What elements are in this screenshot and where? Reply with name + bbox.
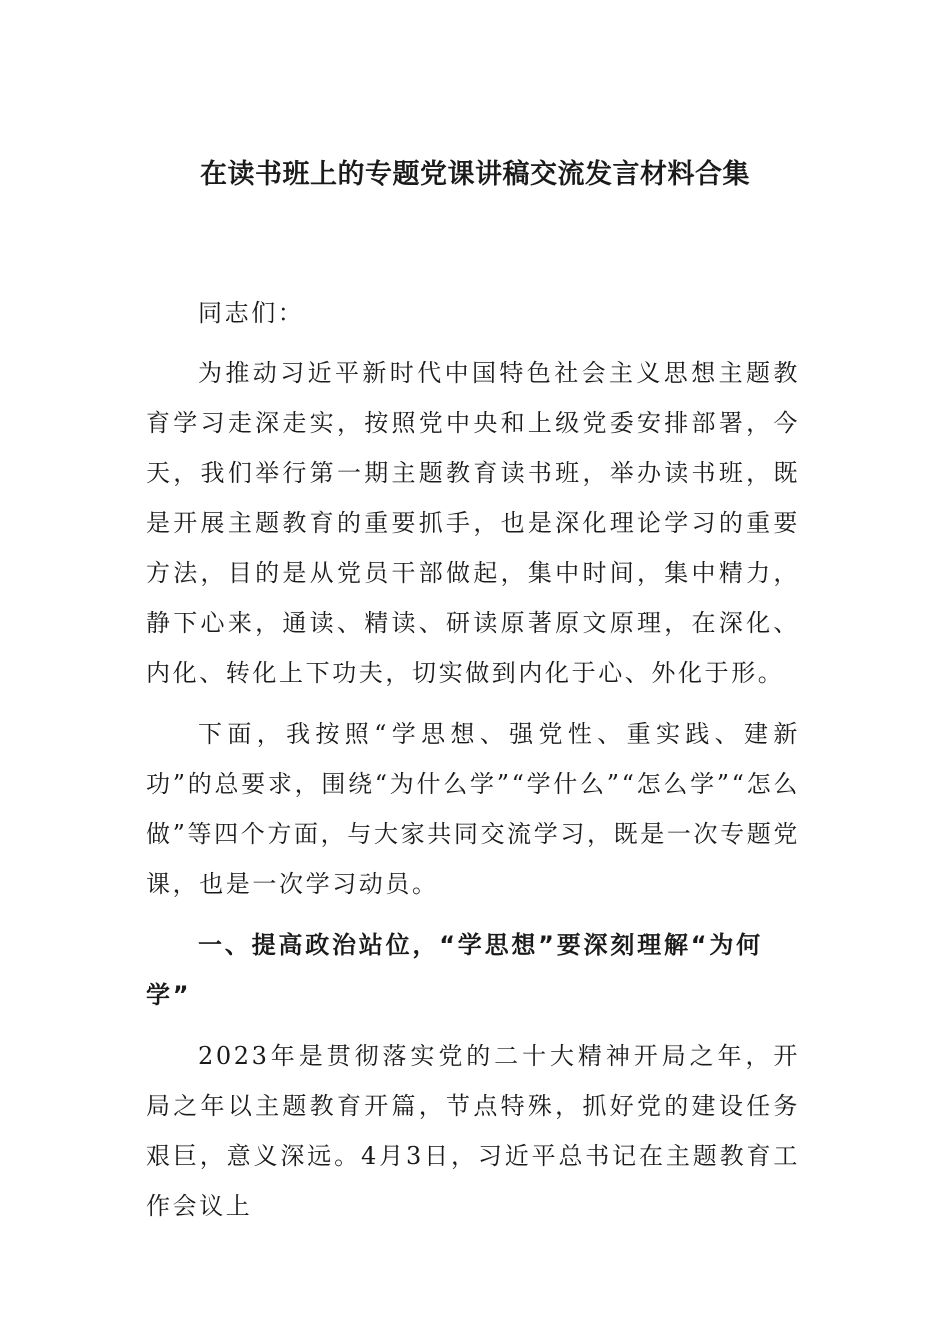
outline-paragraph: 下面，我按照“学思想、强党性、重实践、建新功”的总要求，围绕“为什么学”“学什么”“怎么学”“怎么做”等四个方面，与大家共同交流学习，既是一次专题党课，也是一次学习动员。 [146, 720, 800, 898]
intro-paragraph: 为推动习近平新时代中国特色社会主义思想主题教育学习走深走实，按照党中央和上级党委安排部署，今天，我们举行第一期主题教育读书班，举办读书班，既是开展主题教育的重要抓手，也是深化理论学习的重要方法，目的是从党员干部做起，集中时间，集中精力，静下心来，通读、精读、研读原著原文原理，在深化、内化、转化上下功夫，切实做到内化于心、外化于形。 [146, 359, 800, 687]
document-title: 在读书班上的专题党课讲稿交流发言材料合集 [200, 159, 750, 190]
section-1-paragraph: 2023年是贯彻落实党的二十大精神开局之年，开局之年以主题教育开篇，节点特殊，抓好党的建设任务艰巨，意义深远。4月3日，习近平总书记在主题教育工作会议上 [146, 1042, 800, 1220]
greeting-paragraph: 同志们： [198, 299, 305, 327]
section-heading-1: 一、提高政治站位，“学思想”要深刻理解“为何学” [146, 931, 763, 1009]
